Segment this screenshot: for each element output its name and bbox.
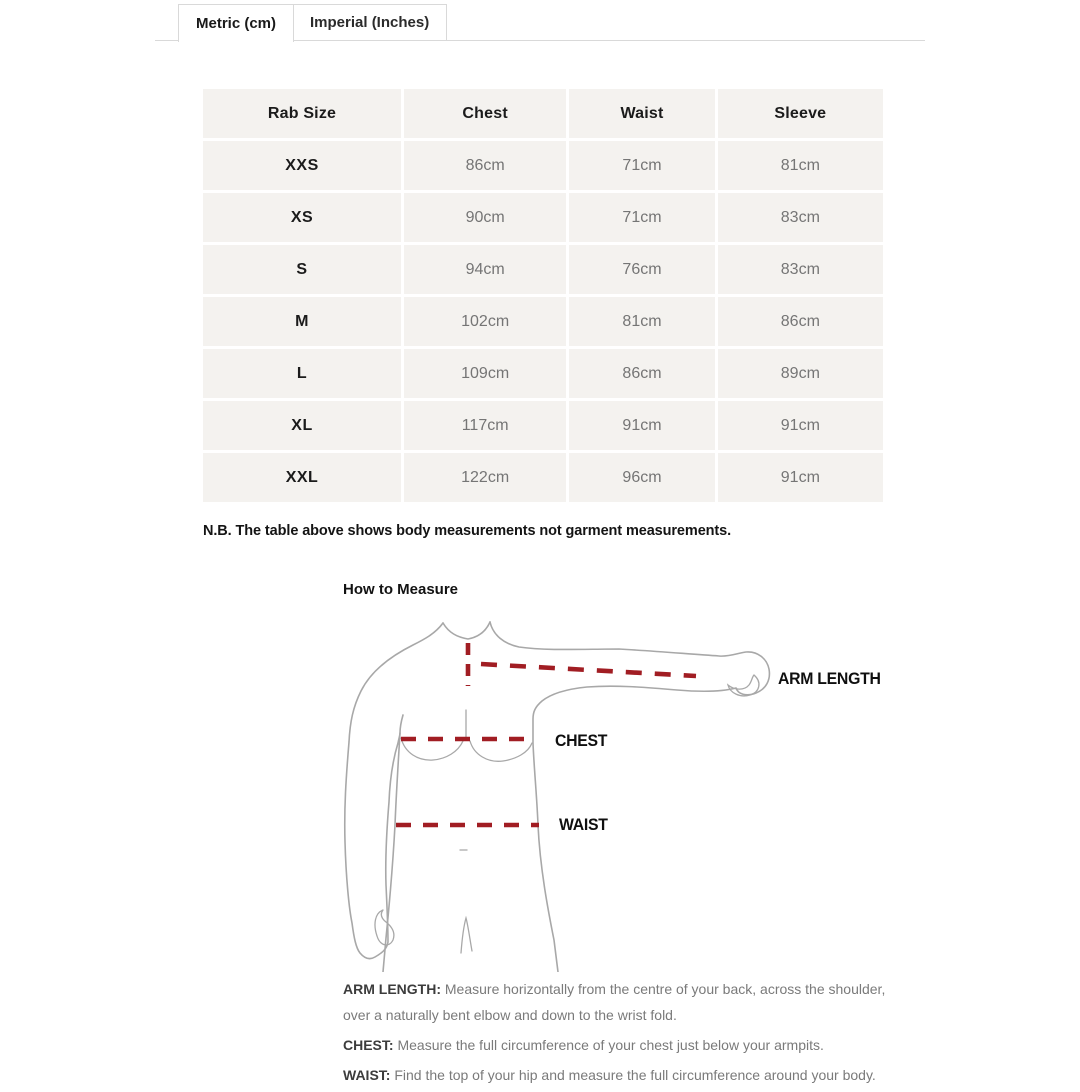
instruction-arm-length (343, 976, 905, 1028)
table-row (203, 141, 883, 190)
table-header-row (203, 89, 883, 138)
size-table (200, 86, 886, 505)
size-cell: XL (203, 401, 401, 450)
instruction-text: Measure the full circumference of your chest just below your armpits. (397, 1037, 824, 1054)
size-cell: S (203, 245, 401, 294)
tab-metric[interactable] (178, 4, 294, 42)
waist-cell: 71cm (569, 141, 714, 190)
table-row (203, 193, 883, 242)
size-cell: XS (203, 193, 401, 242)
sleeve-cell: 89cm (718, 349, 883, 398)
chest-cell: 117cm (404, 401, 566, 450)
tab-imperial-label: Imperial (Inches) (310, 14, 430, 31)
note-text: N.B. The table above shows body measurements not garment measurements. (203, 523, 732, 539)
label-waist: WAIST (559, 815, 608, 834)
sleeve-cell: 83cm (718, 245, 883, 294)
size-cell: XXL (203, 453, 401, 502)
instruction-text: Find the top of your hip and measure the full circumference around your body. (394, 1067, 876, 1084)
size-cell: M (203, 297, 401, 346)
tab-metric-label: Metric (cm) (196, 15, 277, 32)
label-chest: CHEST (555, 731, 608, 750)
sleeve-cell: 86cm (718, 297, 883, 346)
instruction-label: CHEST : (343, 1037, 397, 1053)
column-header-chest: Chest (404, 89, 566, 138)
body-figure-svg (343, 606, 783, 972)
sleeve-cell: 91cm (718, 401, 883, 450)
waist-cell: 71cm (569, 193, 714, 242)
instruction-chest (343, 1032, 905, 1058)
chest-cell: 94cm (404, 245, 566, 294)
table-row (203, 401, 883, 450)
measuring-instructions (343, 976, 905, 1092)
instruction-label: ARM LENGTH : (343, 981, 445, 997)
chest-cell: 102cm (404, 297, 566, 346)
waist-cell: 91cm (569, 401, 714, 450)
instruction-label: WAIST : (343, 1067, 394, 1083)
waist-cell: 96cm (569, 453, 714, 502)
sleeve-cell: 83cm (718, 193, 883, 242)
size-cell: XXS (203, 141, 401, 190)
instruction-waist (343, 1062, 905, 1088)
chest-cell: 109cm (404, 349, 566, 398)
column-header-rab-size: Rab Size (203, 89, 401, 138)
size-cell: L (203, 349, 401, 398)
chest-cell: 90cm (404, 193, 566, 242)
body-measurement-diagram (343, 606, 920, 972)
waist-cell: 86cm (569, 349, 714, 398)
column-header-waist: Waist (569, 89, 714, 138)
arm-length-line (481, 664, 696, 676)
table-row (203, 245, 883, 294)
tab-imperial[interactable] (292, 4, 447, 40)
table-row (203, 453, 883, 502)
column-header-sleeve: Sleeve (718, 89, 883, 138)
figure-outline (345, 622, 770, 972)
waist-cell: 81cm (569, 297, 714, 346)
sleeve-cell: 91cm (718, 453, 883, 502)
sleeve-cell: 81cm (718, 141, 883, 190)
waist-cell: 76cm (569, 245, 714, 294)
how-to-measure-title: How to Measure (343, 581, 459, 598)
table-row (203, 297, 883, 346)
label-arm-length: ARM LENGTH (778, 669, 881, 688)
chest-cell: 122cm (404, 453, 566, 502)
chest-cell: 86cm (404, 141, 566, 190)
instruction-text: Measure horizontally from the centre of your back, across the shoulder, over a naturally bent elbow and down to the wrist fold. (343, 981, 886, 1024)
table-row (203, 349, 883, 398)
